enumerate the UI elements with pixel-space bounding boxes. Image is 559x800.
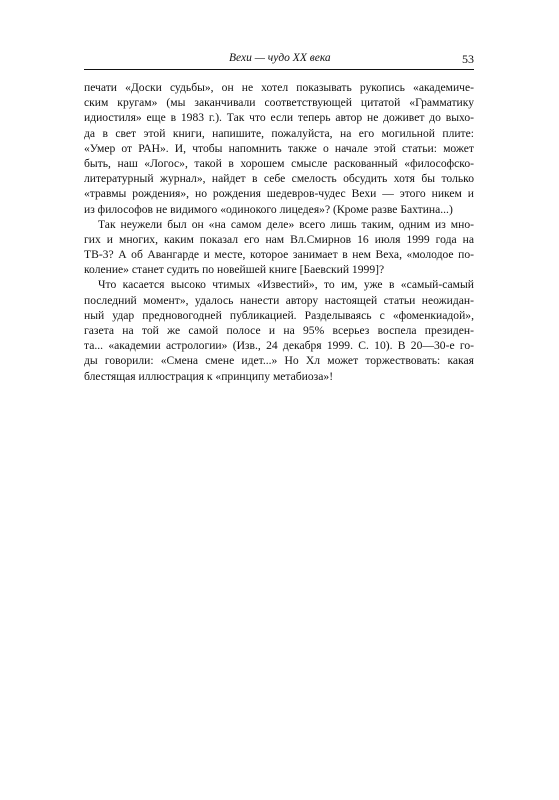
text-line: печати «Доски судьбы», он не хотел показывать рукопись «академиче- [84,81,474,94]
text-line: ТВ-3? А об Авангарде и месте, которое занимает в нем Веха, «молодое по- [84,248,474,262]
paragraph-2 [84,217,474,278]
body-text [84,80,474,384]
text-line: «травмы рождения», но рождения шедевров-чудес Вехи — этого никем и [84,187,474,201]
text-line: «Умер от РАН». И, чтобы напомнить также о начале этой статьи: может [84,141,474,155]
text-line: Что касается высоко чтимых «Известий», то им, уже в «самый-самый [98,278,474,292]
text-line: да в свет этой книги, напишите, пожалуйста, на его могильной плите: [84,126,474,140]
text-line: последний момент», удалось нанести автору настоящей статьи неожидан- [84,293,474,307]
text-line: газета на той же самой полосе и на 95% всерьез воспела президен- [84,324,474,337]
text-line: ским кругам» (мы заканчивали соответствующей цитатой «Грамматику [84,96,474,110]
text-line: та... «академии астрологии» (Изв., 24 декабря 1999. С. 10). В 20—30-е го- [84,339,474,353]
text-line: блестящая иллюстрация к «принципу метабиоза»! [84,369,334,383]
text-line: Так неужели был он «на самом деле» всего лишь таким, одним из мно- [98,217,474,231]
paragraph-1 [84,80,474,217]
text-line: ды говорили: «Смена смене идет...» Но Хл может торжествовать: какая [84,354,474,368]
header-rule [84,69,474,70]
text-line: гих и многих, каким показал его нам Вл.Смирнов 16 июля 1999 года на [84,232,474,246]
text-line: быть, наш «Логос», такой в хорошем смысле раскованный «философско- [84,156,474,170]
text-line: идиостиля» еще в 1983 г.). Так что если теперь автор не доживет до выхо- [84,111,474,125]
running-title: Вехи — чудо XX века [229,52,331,64]
paragraph-3 [84,277,474,383]
page-number: 53 [462,52,474,66]
page-header [84,52,474,70]
text-line: ный удар предновогодней публикацией. Разделываясь с «фоменкиадой», [84,308,474,322]
text-line: из философов не видимого «одинокого лицедея»? (Кроме разве Бахтина...) [84,202,453,216]
text-line: коление» станет судить по новейшей книге [Баевский 1999]? [84,263,385,277]
text-line: литературный журнал», найдет в себе смелость обсудить хотя бы только [84,172,474,186]
